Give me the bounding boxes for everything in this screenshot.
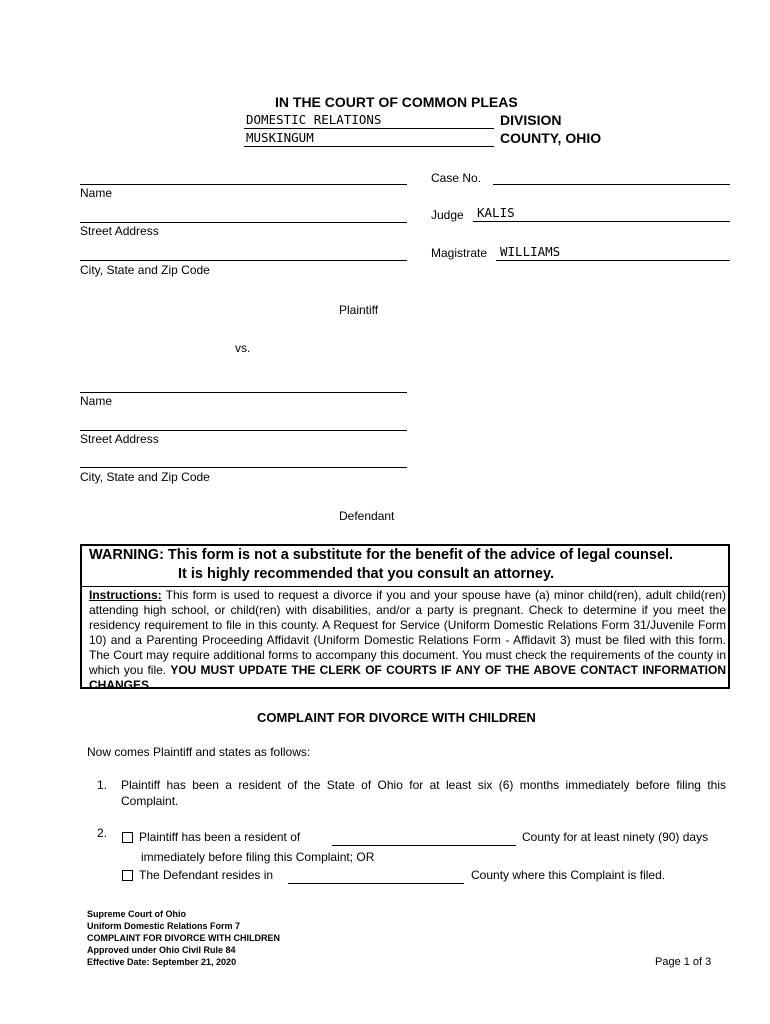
item2-number: 2. [97,826,108,840]
defendant-city-label: City, State and Zip Code [80,470,210,484]
county-field[interactable]: MUSKINGUM [246,130,314,145]
footer-block [87,908,280,968]
plaintiff-street-line[interactable] [80,222,407,223]
county-underline [244,146,494,147]
item2-opt1-text-c: immediately before filing this Complaint; OR [141,850,375,864]
defendant-street-label: Street Address [80,432,159,446]
item2-opt1-text-a: Plaintiff has been a resident of [139,830,301,844]
item2-checkbox-2[interactable] [122,869,133,883]
item2-checkbox-1[interactable] [122,831,133,845]
county-label: COUNTY, OHIO [500,130,602,146]
case-no-label: Case No. [431,171,482,185]
judge-label: Judge [431,208,464,222]
warning-line2: It is highly recommended that you consult an attorney. [178,566,554,582]
item2-opt1-text-b: County for at least ninety (90) days [522,830,709,844]
checkbox-icon [122,832,133,843]
item1-line1: Plaintiff has been a resident of the State of Ohio for at least six (6) months immediately before filing this [121,778,726,792]
warning-header [82,546,728,587]
footer-line3: COMPLAINT FOR DIVORCE WITH CHILDREN [87,933,280,943]
instructions-label: Instructions: [89,588,162,602]
checkbox-icon [122,870,133,881]
defendant-street-line[interactable] [80,430,407,431]
judge-line [473,221,730,222]
complaint-title: COMPLAINT FOR DIVORCE WITH CHILDREN [257,710,536,725]
division-label: DIVISION [500,112,562,128]
item2-opt2-county-line[interactable] [288,883,464,884]
item2-opt2-text-b: County where this Complaint is filed. [471,868,666,882]
defendant-name-label: Name [80,394,113,408]
instructions-body: This form is used to request a divorce if you and your spouse have (a) minor child(ren), adult child(ren) attending high school, or child(ren) with disabilities, and/or a party is pregnant. Check to determine if you meet the residency requirement to file in this county. A Request for Service (Uniform Domestic Relations Form 31/Juvenile Form 10) and a Parenting Proceeding Affidavit (Uniform Domestic Relations Form - Affidavit 3) must be filed with this form. The Court may require additional forms to accompany this document. You must check the requirements of the county in which you file. [89,588,726,677]
plaintiff-street-label: Street Address [80,224,159,238]
magistrate-label: Magistrate [431,246,488,260]
plaintiff-city-label: City, State and Zip Code [80,263,210,277]
plaintiff-role-label: Plaintiff [339,303,379,317]
court-title: IN THE COURT OF COMMON PLEAS [275,94,518,110]
case-no-line [493,184,730,185]
item2-opt1-county-line[interactable] [332,845,516,846]
complaint-intro: Now comes Plaintiff and states as follows: [87,745,311,759]
footer-line5: Effective Date: September 21, 2020 [87,957,237,967]
item1-number: 1. [97,778,108,792]
vs-label: vs. [235,341,251,355]
defendant-city-line[interactable] [80,467,407,468]
division-underline [244,128,494,129]
plaintiff-name-label: Name [80,186,113,200]
judge-field[interactable]: KALIS [477,205,515,220]
instructions-text [89,588,726,693]
footer-line1: Supreme Court of Ohio [87,909,186,919]
defendant-role-label: Defendant [339,509,395,523]
warning-line1: WARNING: This form is not a substitute for the benefit of the advice of legal counsel. [89,547,674,563]
plaintiff-name-line[interactable] [80,184,407,185]
magistrate-field[interactable]: WILLIAMS [500,244,561,259]
footer-line2: Uniform Domestic Relations Form 7 [87,921,241,931]
footer-line4: Approved under Ohio Civil Rule 84 [87,945,236,955]
page-number: Page 1 of 3 [655,956,712,968]
defendant-name-line[interactable] [80,392,407,393]
item2-opt2-text-a: The Defendant resides in [139,868,274,882]
plaintiff-city-line[interactable] [80,260,407,261]
magistrate-line [496,260,730,261]
instructions-bold: YOU MUST UPDATE THE CLERK OF COURTS IF ANY OF THE ABOVE CONTACT INFORMATION CHANGES. [89,663,726,692]
item1-line2: Complaint. [121,794,179,808]
division-field[interactable]: DOMESTIC RELATIONS [246,112,382,127]
warning-box [80,544,730,692]
